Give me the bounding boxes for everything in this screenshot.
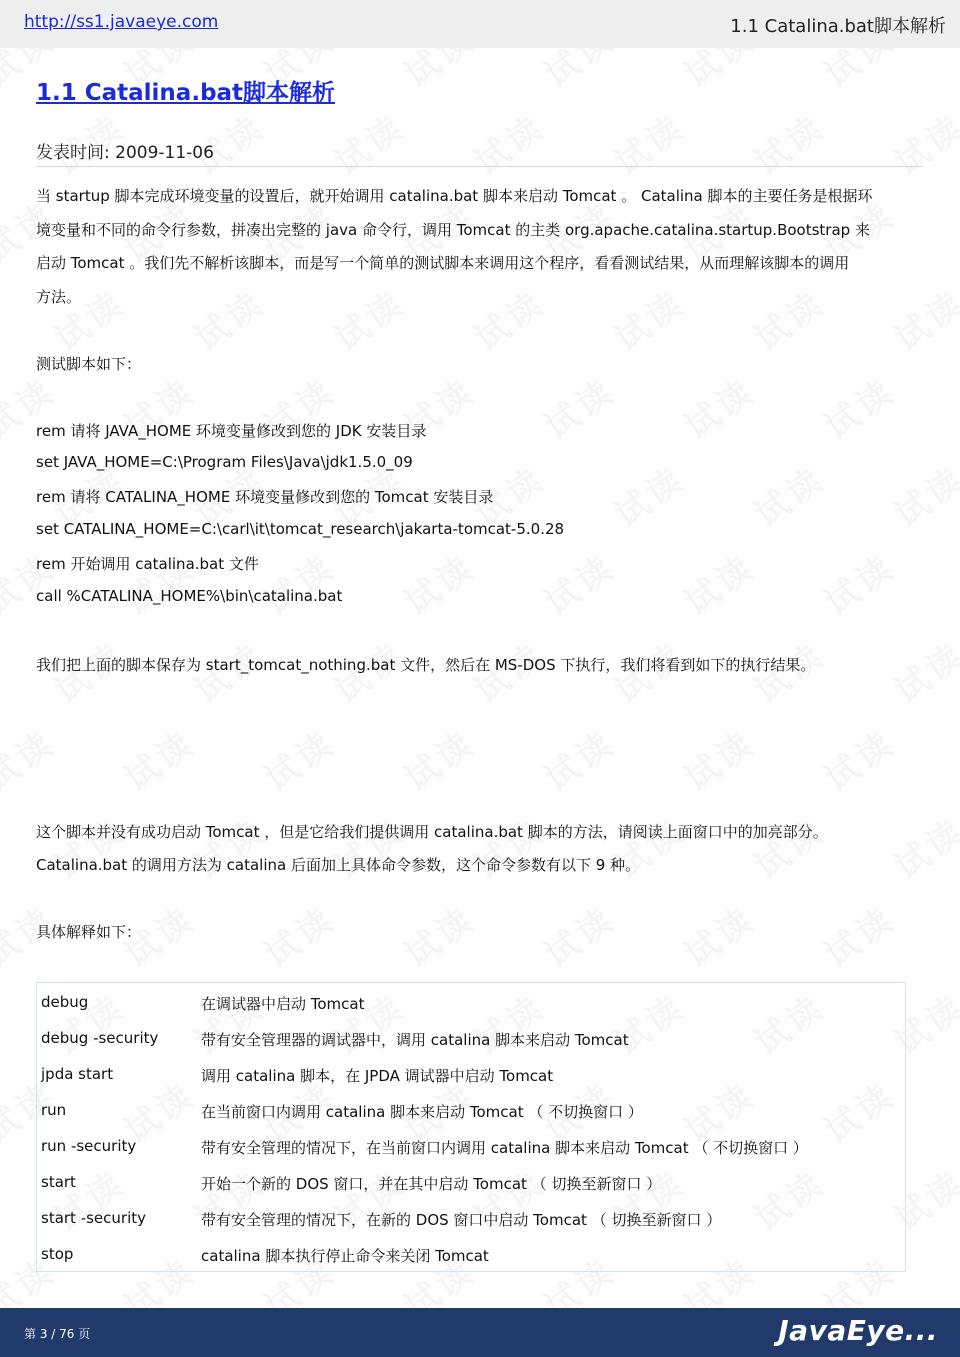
watermark-text (883, 277, 960, 361)
watermark-text (883, 453, 960, 537)
intro-line: 方法。 (36, 288, 82, 306)
command-name: run -security (41, 1137, 137, 1155)
command-name: start (41, 1173, 76, 1191)
command-name: debug -security (41, 1029, 159, 1047)
command-name: jpda start (41, 1065, 114, 1083)
script-line: call %CATALINA_HOME%\bin\catalina.bat (36, 587, 343, 605)
command-description: 开始一个新的 DOS 窗口，并在其中启动 Tomcat （ 切换至新窗口 ） (201, 1175, 662, 1193)
watermark-text (813, 893, 903, 977)
watermark-text (813, 717, 903, 801)
page-footer (0, 1308, 960, 1357)
watermark-text (393, 541, 483, 625)
watermark-text (673, 893, 763, 977)
watermark-text (603, 101, 693, 185)
watermark-text (603, 453, 693, 537)
watermark-text (183, 805, 273, 889)
save-note: 我们把上面的脚本保存为 start_tomcat_nothing.bat 文件，然后在 MS-DOS 下执行，我们将看到如下的执行结果。 (36, 656, 816, 674)
watermark-text (253, 717, 343, 801)
watermark-text (743, 453, 833, 537)
watermark-text (743, 101, 833, 185)
article-title-link[interactable]: 1.1 Catalina.bat脚本解析 (36, 80, 336, 106)
watermark-text (673, 541, 763, 625)
watermark-text (743, 805, 833, 889)
intro-line: 启动 Tomcat 。我们先不解析该脚本，而是写一个简单的测试脚本来调用这个程序，看看测试结果，从而理解该脚本的调用 (36, 254, 850, 272)
publish-date: 发表时间: 2009-11-06 (36, 143, 214, 163)
watermark-text (673, 365, 763, 449)
script-line: rem 请将 JAVA_HOME 环境变量修改到您的 JDK 安装目录 (36, 422, 427, 440)
command-name: start -security (41, 1209, 147, 1227)
watermark-text (883, 629, 960, 713)
watermark-text (323, 805, 413, 889)
result-line: 这个脚本并没有成功启动 Tomcat ，但是它给我们提供调用 catalina.bat 脚本的方法，请阅读上面窗口中的加亮部分。 (36, 823, 828, 841)
watermark-text (673, 717, 763, 801)
command-description: 带有安全管理的情况下，在新的 DOS 窗口中启动 Tomcat （ 切换至新窗口 ） (201, 1211, 722, 1229)
command-name: stop (41, 1245, 74, 1263)
site-url-link[interactable]: http://ss1.javaeye.com (24, 12, 219, 32)
watermark-text (183, 277, 273, 361)
watermark-text (43, 805, 133, 889)
watermark-text (0, 717, 63, 801)
watermark-text (393, 717, 483, 801)
command-description: 带有安全管理的情况下，在当前窗口内调用 catalina 脚本来启动 Tomcat （ 不切换窗口 ） (201, 1139, 808, 1157)
table-row (37, 1237, 905, 1273)
intro-line: 当 startup 脚本完成环境变量的设置后，就开始调用 catalina.bat 脚本来启动 Tomcat 。 Catalina 脚本的主要任务是根据环 (36, 187, 873, 205)
watermark-text (533, 541, 623, 625)
command-description: catalina 脚本执行停止命令来关闭 Tomcat (201, 1247, 489, 1265)
command-name: run (41, 1101, 67, 1119)
watermark-text (463, 277, 553, 361)
script-line: rem 开始调用 catalina.bat 文件 (36, 555, 259, 573)
explain-intro: 具体解释如下： (36, 923, 142, 941)
script-line: rem 请将 CATALINA_HOME 环境变量修改到您的 Tomcat 安装目录 (36, 488, 494, 506)
page-header (0, 0, 960, 48)
command-table (36, 982, 906, 1272)
page-number: 第 3 / 76 页 (24, 1327, 91, 1341)
watermark-text (323, 101, 413, 185)
watermark-text (883, 805, 960, 889)
watermark-text (113, 717, 203, 801)
title-divider (36, 166, 924, 167)
watermark-text (253, 541, 343, 625)
intro-line: 境变量和不同的命令行参数，拼凑出完整的 java 命令行，调用 Tomcat 的主类 org.apache.catalina.startup.Bootstrap 来 (36, 221, 870, 239)
table-row (37, 1057, 905, 1093)
script-line: set JAVA_HOME=C:\Program Files\Java\jdk1.5.0_09 (36, 453, 413, 471)
result-line: Catalina.bat 的调用方法为 catalina 后面加上具体命令参数，这个命令参数有以下 9 种。 (36, 856, 641, 874)
watermark-text (253, 893, 343, 977)
watermark-text (533, 893, 623, 977)
watermark-text (813, 541, 903, 625)
watermark-text (813, 365, 903, 449)
javaeye-logo: JavaEye... (778, 1314, 938, 1347)
table-row (37, 1093, 905, 1129)
watermark-text (393, 893, 483, 977)
watermark-text (463, 101, 553, 185)
command-name: debug (41, 993, 89, 1011)
table-row (37, 1201, 905, 1237)
watermark-text (533, 365, 623, 449)
table-row (37, 1165, 905, 1201)
script-intro: 测试脚本如下： (36, 355, 142, 373)
watermark-text (323, 277, 413, 361)
table-row (37, 1021, 905, 1057)
table-row (37, 985, 905, 1021)
table-row (37, 1129, 905, 1165)
header-doc-title: 1.1 Catalina.bat脚本解析 (730, 16, 946, 37)
watermark-text (603, 277, 693, 361)
command-description: 调用 catalina 脚本，在 JPDA 调试器中启动 Tomcat (201, 1067, 554, 1085)
watermark-text (463, 805, 553, 889)
watermark-text (603, 805, 693, 889)
script-line: set CATALINA_HOME=C:\carl\it\tomcat_research\jakarta-tomcat-5.0.28 (36, 520, 565, 538)
watermark-text (743, 277, 833, 361)
command-description: 在当前窗口内调用 catalina 脚本来启动 Tomcat （ 不切换窗口 ） (201, 1103, 643, 1121)
watermark-text (883, 101, 960, 185)
watermark-text (533, 717, 623, 801)
command-description: 在调试器中启动 Tomcat (201, 995, 365, 1013)
command-description: 带有安全管理器的调试器中，调用 catalina 脚本来启动 Tomcat (201, 1031, 629, 1049)
